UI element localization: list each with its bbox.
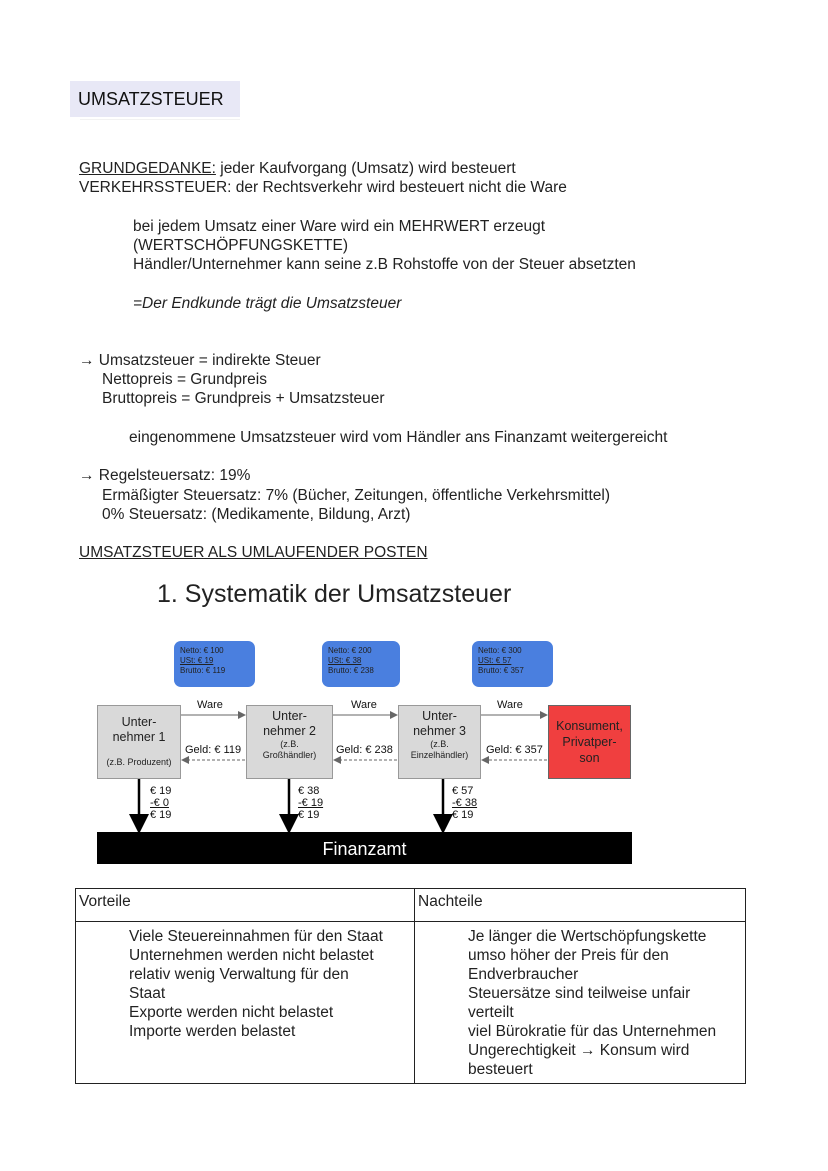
list-item: umso höher der Preis für den [468,947,669,964]
firm-name: Unter- [422,709,457,723]
firm-box [246,705,333,779]
steuersatz-line: → Regelsteuersatz: 19% [79,467,251,484]
list-item: Unternehmen werden nicht belastet [129,947,374,964]
tax-zahllast: € 19 [452,809,474,821]
tax-vorsteuer: -€ 0 [150,797,169,809]
firm-type: (z.B. [280,739,299,749]
tax-calc [452,785,477,821]
endkunde-line: =Der Endkunde trägt die Umsatzsteuer [133,295,402,312]
list-item: verteilt [468,1004,514,1021]
list-item: Staat [129,985,166,1002]
steuersatz-line: 0% Steuersatz: (Medikamente, Bildung, Arzt) [102,506,411,523]
firm-box [97,705,181,779]
tax-ust: € 57 [452,785,474,797]
tax-vorsteuer: -€ 38 [452,797,478,809]
firm-type: Einzelhändler) [410,750,469,760]
verkehrssteuer-line: VERKEHRSSTEUER: der Rechtsverkehr wird besteuert nicht die Ware [79,179,567,196]
list-item: Endverbraucher [468,966,579,983]
table-header-row [76,889,746,922]
firm-name: nehmer 1 [112,730,166,744]
ware-label: Ware [497,699,523,711]
tax-calc [150,785,171,821]
tax-ust: € 38 [298,785,320,797]
steuersatz-line: Ermäßigter Steuersatz: 7% (Bücher, Zeitungen, öffentliche Verkehrsmittel) [102,487,611,504]
nachteile-header: Nachteile [415,889,746,922]
steuer-line: Nettopreis = Grundpreis [102,371,267,388]
tax-vorsteuer: -€ 19 [298,797,324,809]
table-row [76,922,746,1084]
nachteile-cell [415,922,746,1084]
ware-label: Ware [197,699,223,711]
ust-value: USt: € 57 [478,656,512,665]
tax-zahllast: € 19 [298,809,320,821]
list-item: viel Bürokratie für das Unternehmen [468,1023,717,1040]
list-item: Steuersätze sind teilweise unfair [468,985,691,1002]
brutto-value: Brutto: € 357 [478,666,524,675]
diagram-title: 1. Systematik der Umsatzsteuer [157,580,512,608]
indented-line: Händler/Unternehmer kann seine z.B Rohstoffe von der Steuer absetzten [133,256,636,273]
pros-cons-table [75,888,746,1084]
geld-label: Geld: € 238 [336,744,393,756]
ust-value: USt: € 19 [180,656,214,665]
firm-box [398,705,481,779]
list-item: Viele Steuereinnahmen für den Staat [129,928,383,945]
tax-calc [298,785,323,821]
firm-name: nehmer 2 [263,724,316,738]
firm-type: (z.B. [430,739,449,749]
consumer-box [548,705,631,779]
firm-type: Großhändler) [262,750,317,760]
consumer-label: Privatper- [562,735,617,749]
finanzamt-note: eingenommene Umsatzsteuer wird vom Händler ans Finanzamt weitergereicht [129,429,668,446]
vorteile-header: Vorteile [76,889,415,922]
steuer-line: Bruttopreis = Grundpreis + Umsatzsteuer [102,390,385,407]
ust-value: USt: € 38 [328,656,362,665]
vorteile-cell [76,922,415,1084]
netto-value: Netto: € 300 [478,646,522,655]
firm-type: (z.B. Produzent) [106,757,172,767]
list-item: besteuert [468,1061,533,1078]
geld-label: Geld: € 119 [185,744,242,756]
consumer-label: Konsument, [556,719,623,733]
grundgedanke-label: GRUNDGEDANKE: [79,160,216,177]
tax-ust: € 19 [150,785,172,797]
finanzamt-bar: Finanzamt [97,832,632,864]
list-item: Je länger die Wertschöpfungskette [468,928,707,945]
ware-label: Ware [351,699,377,711]
section-heading: UMSATZSTEUER ALS UMLAUFENDER POSTEN [79,544,428,561]
page-title: UMSATZSTEUER [78,89,224,109]
brutto-value: Brutto: € 119 [180,666,226,675]
brutto-value: Brutto: € 238 [328,666,374,675]
steuer-line: → Umsatzsteuer = indirekte Steuer [79,352,321,369]
netto-value: Netto: € 200 [328,646,372,655]
list-item: relativ wenig Verwaltung für den [129,966,349,983]
list-item: Importe werden belastet [129,1023,296,1040]
firm-name: Unter- [121,715,157,729]
firm-name: Unter- [272,709,307,723]
list-item: Ungerechtigkeit → Konsum wird [468,1042,690,1059]
firm-name: nehmer 3 [413,724,466,738]
indented-line: (WERTSCHÖPFUNGSKETTE) [133,237,348,254]
grundgedanke-text: jeder Kaufvorgang (Umsatz) wird besteuert [215,160,516,177]
tax-zahllast: € 19 [150,809,172,821]
indented-line: bei jedem Umsatz einer Ware wird ein MEHRWERT erzeugt [133,218,546,235]
list-item: Exporte werden nicht belastet [129,1004,334,1021]
geld-label: Geld: € 357 [486,744,543,756]
consumer-label: son [579,751,600,765]
netto-value: Netto: € 100 [180,646,224,655]
